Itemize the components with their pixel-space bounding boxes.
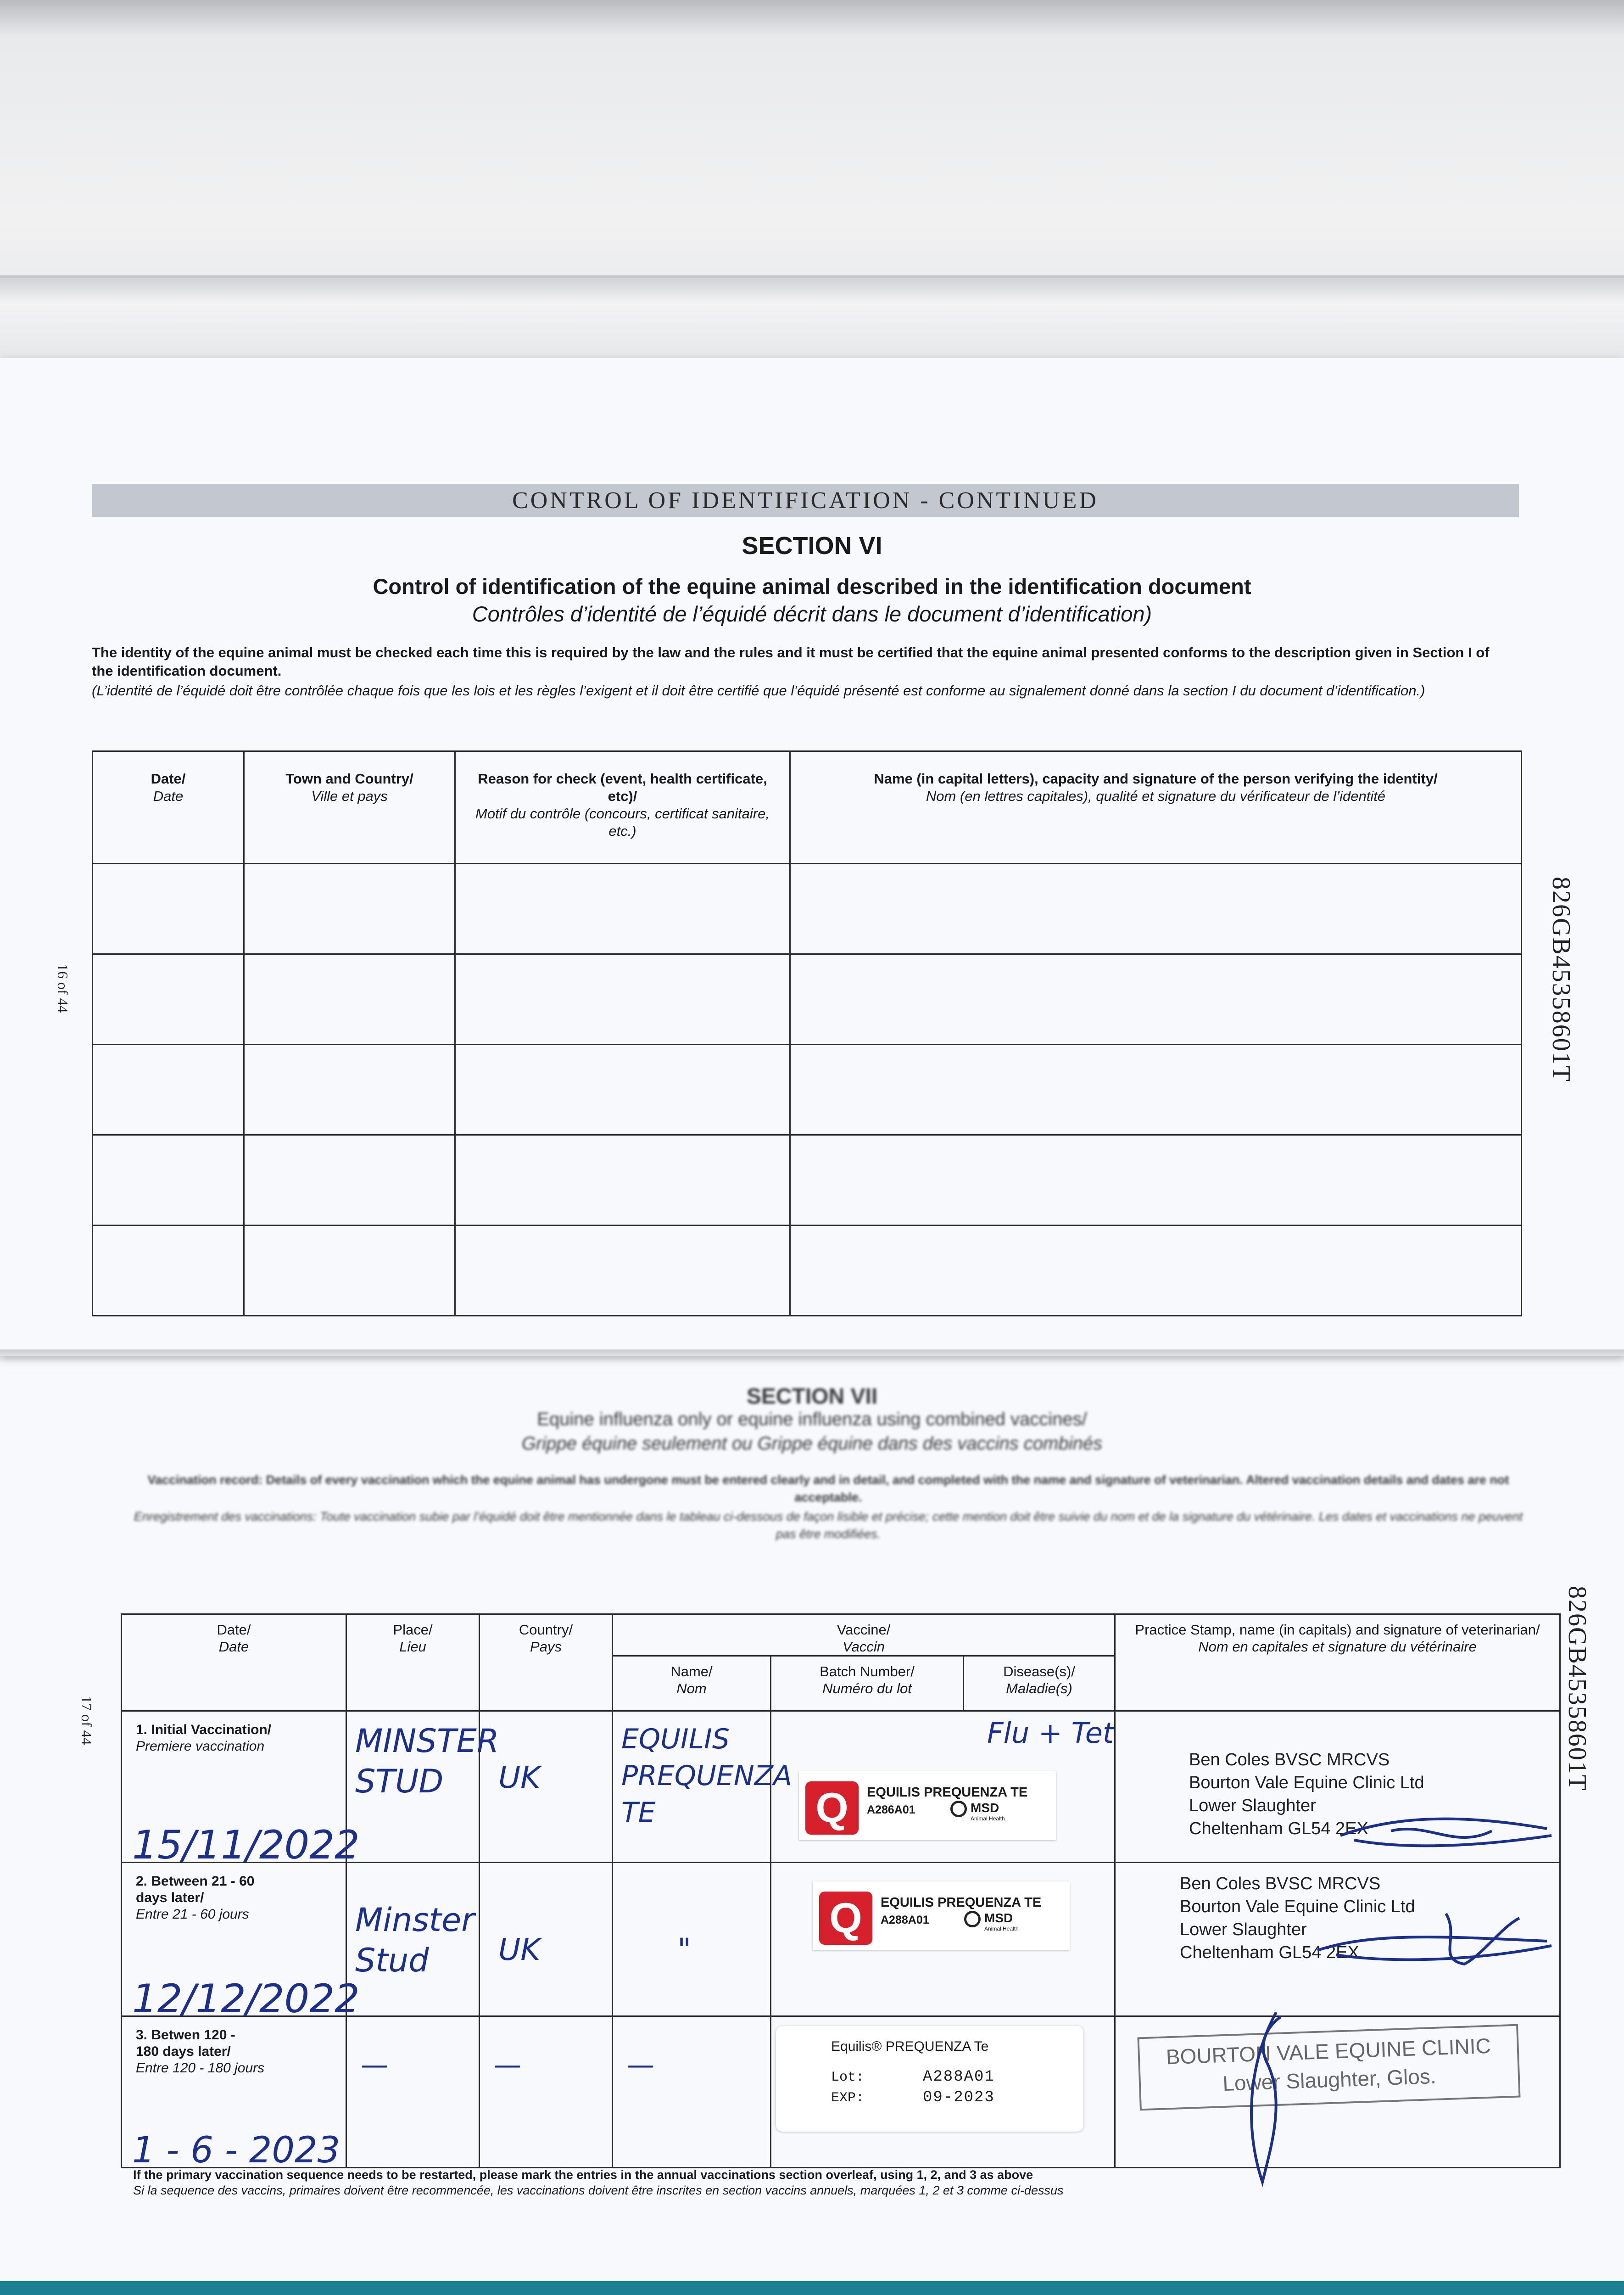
section-title: SECTION VII	[746, 1384, 878, 1409]
column-header-place: Place/ Lieu	[346, 1614, 480, 1711]
q-logo-icon: Q	[805, 1781, 859, 1835]
page-number: 16 of 44	[55, 964, 71, 1013]
column-header-batch: Batch Number/ Numéro du lot	[771, 1656, 964, 1711]
page-number: 17 of 44	[78, 1696, 95, 1745]
footnote: If the primary vaccination sequence needs to be restarted, please mark the entries in the annual vaccinations section overleaf, using 1, 2, and 3 as above	[133, 2168, 1033, 2182]
vet-cell	[1115, 1863, 1560, 2016]
q-logo-icon: Q	[819, 1892, 872, 1945]
disease-value: Flu + Tet	[987, 1716, 1114, 1750]
column-header-vaccine: Vaccine/ Vaccin	[613, 1614, 1115, 1656]
column-header-disease: Disease(s)/ Maladie(s)	[964, 1656, 1115, 1711]
table-row	[93, 1045, 1522, 1135]
footnote-french: Si la sequence des vaccins, primaires doivent être recommencée, les vaccinations doivent être inscrites en section vaccins annuels, marquées 1, 2 et 3 comme ci-dessus	[133, 2183, 1064, 2197]
vet-stamp: Ben Coles BVSC MRCVS Bourton Vale Equine Clinic Ltd Lower Slaughter Cheltenham GL54 2EX	[1189, 1750, 1424, 1838]
vet-cell	[1115, 2016, 1560, 2168]
page-section-vi	[0, 358, 1624, 1356]
page-fold-shadow	[0, 1349, 1624, 1363]
column-header-practice: Practice Stamp, name (in capitals) and signature of veterinarian/ Nom en capitales et signature du vétérinaire	[1115, 1614, 1560, 1711]
page-title-french: Contrôles d’identité de l’équidé décrit dans le document d’identification)	[472, 602, 1152, 626]
document-id: 826GB45358601T	[1563, 1586, 1591, 1791]
place-cell: Minster Stud	[346, 1863, 480, 2016]
section-subtitle-french: Grippe équine seulement ou Grippe équine dans des vaccins combinés	[521, 1433, 1103, 1454]
intro-text: The identity of the equine animal must be checked each time this is required by the law and the rules and it must be certified that the equine animal presented conforms to the description given in Section I of the identification document.	[92, 644, 1490, 679]
cover-edge	[0, 2281, 1624, 2295]
batch-cell	[771, 1863, 1115, 2016]
table-row	[93, 864, 1522, 954]
table-row	[93, 1135, 1522, 1226]
column-header-vaccine-name: Name/ Nom	[613, 1656, 771, 1711]
section-band: CONTROL OF IDENTIFICATION - CONTINUED	[92, 484, 1519, 517]
vaccination-record-note-french: Enregistrement des vaccinations: Toute vaccination subie par l’équidé doit être mentionnée dans le tableau ci-dessous de façon lisible et précise; cette mention doit être suivie du nom et de la signature du vétérinaire. Les dates et vaccinations ne peuvent pas être modifiées.	[134, 1510, 1523, 1541]
vaccination-table	[121, 1613, 1561, 2171]
vaccination-record-note: Vaccination record: Details of every vaccination which the equine animal has undergone must be entered clearly and in detail, and completed with the name and signature of veterinarian. Altered vaccination details and dates are not acceptable.	[147, 1473, 1509, 1504]
column-header-date: Date/ Date	[93, 751, 244, 864]
vet-cell	[1115, 1711, 1560, 1863]
vaccination-date: 12/12/2022	[132, 1976, 360, 2022]
column-header-reason: Reason for check (event, health certificate, etc)/ Motif du contrôle (concours, certificat sanitaire, etc.)	[455, 751, 790, 864]
batch-cell	[771, 2016, 1115, 2168]
vet-stamp: Ben Coles BVSC MRCVS Bourton Vale Equine Clinic Ltd Lower Slaughter Cheltenham GL54 2EX	[1180, 1874, 1415, 1962]
vaccine-name-cell: EQUILIS PREQUENZA TE	[613, 1711, 771, 1863]
column-header-country: Country/ Pays	[480, 1614, 613, 1711]
vaccine-sticker: Q EQUILIS PREQUENZA TE A286A01 MSD Animal Health	[799, 1771, 1056, 1840]
vaccine-sticker: Q EQUILIS PREQUENZA TE A288A01 MSD Animal Health	[813, 1881, 1070, 1950]
place-cell: MINSTER STUD	[346, 1711, 480, 1863]
country-cell: —	[480, 2016, 613, 2168]
clinic-rubber-stamp: BOURTON VALE EQUINE CLINIC Lower Slaughter, Glos.	[1137, 2024, 1520, 2111]
column-header-date: Date/ Date	[122, 1614, 346, 1711]
table-header-row	[122, 1614, 1560, 1656]
identity-check-table	[92, 750, 1522, 1316]
section-title: SECTION VI	[742, 532, 882, 560]
msd-logo-icon	[950, 1801, 967, 1817]
section-subtitle: Equine influenza only or equine influenza using combined vaccines/	[537, 1409, 1087, 1429]
table-row	[93, 954, 1522, 1045]
column-header-town: Town and Country/ Ville et pays	[244, 751, 455, 864]
plastic-sleeve-edge	[0, 275, 1624, 363]
table-row	[122, 2016, 1560, 2168]
document-id: 826GB45358601T	[1547, 877, 1575, 1082]
row-label-second: 2. Between 21 - 60 days later/ Entre 21 - 60 jours 12/12/2022	[122, 1863, 346, 2016]
vaccine-name-cell: —	[613, 2016, 771, 2168]
country-cell: UK	[480, 1863, 613, 2016]
row-label-initial: 1. Initial Vaccination/ Premiere vaccination 15/11/2022	[122, 1711, 346, 1863]
country-cell: UK	[480, 1711, 613, 1863]
page-section-vii	[0, 1356, 1624, 2295]
vaccine-name-cell: "	[613, 1863, 771, 2016]
table-row	[93, 1226, 1522, 1316]
place-cell: —	[346, 2016, 480, 2168]
msd-logo-icon	[964, 1911, 981, 1927]
table-header-row	[93, 751, 1522, 864]
vaccination-date: 15/11/2022	[132, 1822, 360, 1868]
table-row	[122, 1711, 1560, 1863]
batch-cell	[771, 1711, 1115, 1863]
intro-text-french: (L’identité de l’équidé doit être contrôlée chaque fois que les lois et les règles l’exigent et il doit être certifié que l’équidé présenté est conforme au signalement donné dans la section I du document d’identification.)	[92, 683, 1425, 699]
page-title: Control of identification of the equine animal described in the identification document	[373, 574, 1251, 599]
table-row	[122, 1863, 1560, 2016]
vaccination-date: 1 - 6 - 2023	[132, 2130, 340, 2171]
row-label-third: 3. Betwen 120 - 180 days later/ Entre 120 - 180 jours 1 - 6 - 2023	[122, 2016, 346, 2168]
column-header-verifier: Name (in capital letters), capacity and signature of the person verifying the identity/ Nom (en lettres capitales), qualité et signature du vérificateur de l’identité	[790, 751, 1522, 864]
batch-label-card: Equilis® PREQUENZA Te Lot: A288A01 EXP: 09-2023	[776, 2026, 1083, 2132]
